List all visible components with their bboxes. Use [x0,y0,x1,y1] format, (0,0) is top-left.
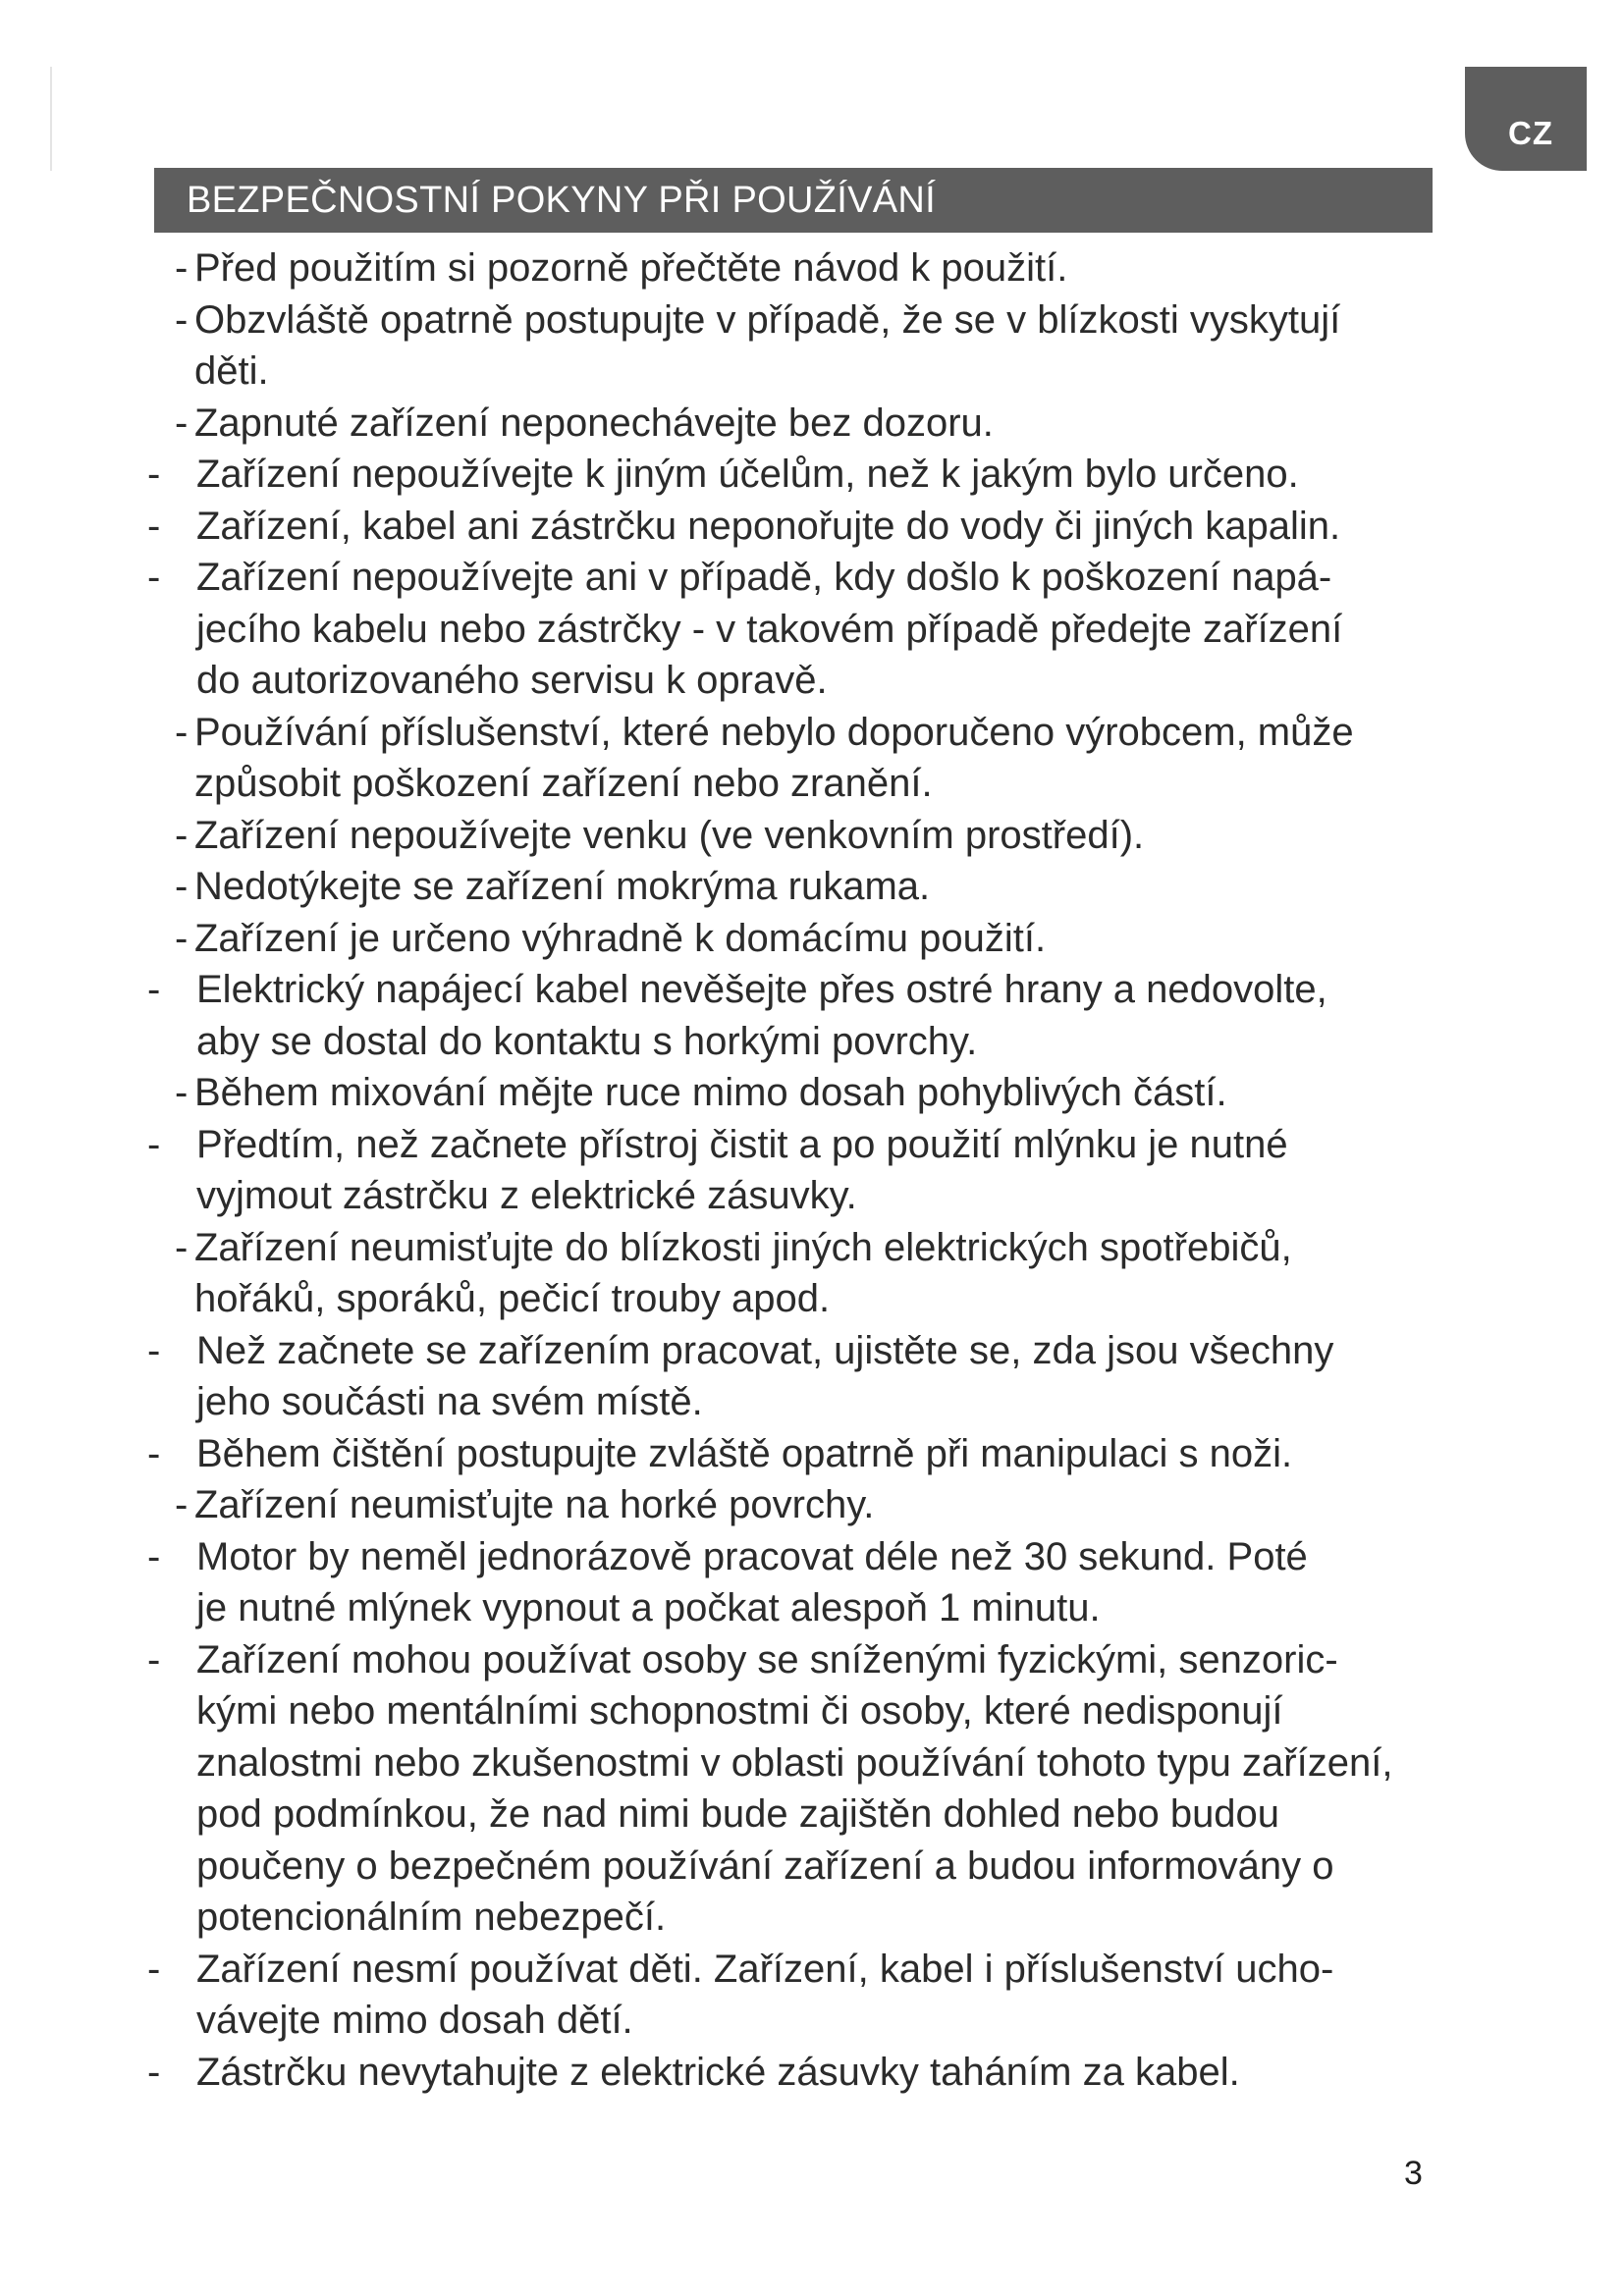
list-item-line: Zařízení mohou používat osoby se sníženými fyzickými, senzoric- [196,1637,1338,1682]
list-item [0,449,1624,501]
bullet-dash: - [147,556,161,599]
bullet-dash: - [175,1483,189,1526]
list-item [0,913,1624,965]
bullet-dash: - [147,1431,161,1475]
language-tab-label: CZ [1508,115,1553,151]
list-item-line: aby se dostal do kontaktu s horkými povrchy. [196,1019,978,1063]
list-item-text [194,1067,1624,1119]
list-item [0,810,1624,862]
list-item-text [194,913,1624,965]
list-item-text [194,861,1624,913]
list-item [0,1634,1624,1944]
list-item [0,1067,1624,1119]
list-item [0,1325,1624,1428]
bullet-dash: - [147,1122,161,1166]
list-item-line: Zařízení, kabel ani zástrčku neponořujte do vody či jiných kapalin. [196,504,1341,548]
list-item-line: kými nebo mentálními schopnostmi či osoby, které nedisponují [196,1689,1283,1733]
list-item-line: znalostmi nebo zkušenostmi v oblasti používání tohoto typu zařízení, [196,1740,1393,1785]
bullet-dash: - [147,1328,161,1372]
bullet-dash: - [147,1637,161,1682]
list-item-text [194,398,1624,450]
bullet-dash: - [147,2050,161,2094]
list-item-line: vávejte mimo dosah dětí. [196,1999,633,2042]
list-item-line: hořáků, sporáků, pečicí trouby apod. [194,1277,831,1320]
list-item-text [194,810,1624,862]
list-item-line: Obzvláště opatrně postupujte v případě, že se v blízkosti vyskytují [194,297,1341,342]
list-item [0,2047,1624,2099]
list-item-text [194,1479,1624,1531]
list-item-line: Během mixování mějte ruce mimo dosah pohyblivých částí. [194,1071,1227,1114]
list-item [0,1479,1624,1531]
list-item-line: Zapnuté zařízení neponechávejte bez dozoru. [194,400,994,445]
list-item-line: pod podmínkou, že nad nimi bude zajištěn dohled nebo budou [196,1792,1280,1836]
list-item-line: Zařízení nesmí používat děti. Zařízení, kabel i příslušenství ucho- [196,1947,1334,1991]
list-item-line: Používání příslušenství, které nebylo doporučeno výrobcem, může [194,710,1354,754]
bullet-dash: - [175,813,189,857]
list-item [0,707,1624,810]
list-item [0,552,1624,707]
list-item-line: Zařízení neumisťujte do blízkosti jiných elektrických spotřebičů, [194,1225,1292,1269]
list-item-line: Zařízení nepoužívejte ani v případě, kdy došlo k poškození napá- [196,556,1332,599]
bullet-dash: - [175,865,189,908]
bullet-dash: - [147,968,161,1011]
margin-line [50,67,52,171]
list-item-line: Zařízení je určeno výhradně k domácímu použití. [194,916,1047,960]
list-item-text [194,1222,1624,1325]
list-item-text [196,1944,1624,2047]
list-item-line: Zařízení neumisťujte na horké povrchy. [194,1483,875,1526]
list-item [0,861,1624,913]
list-item-text [196,449,1624,501]
list-item-text [194,242,1624,294]
list-item-text [194,294,1624,398]
list-item-line: je nutné mlýnek vypnout a počkat alespoň 1 minutu. [196,1586,1101,1629]
list-item-line: Elektrický napájecí kabel nevěšejte přes ostré hrany a nedovolte, [196,968,1327,1011]
list-item-line: jeho součásti na svém místě. [196,1380,703,1423]
list-item-text [194,707,1624,810]
section-header [154,168,1433,233]
list-item-line: Zástrčku nevytahujte z elektrické zásuvky taháním za kabel. [196,2050,1240,2094]
list-item-text [196,1428,1624,1480]
list-item-line: děti. [194,349,269,393]
bullet-dash: - [175,916,189,960]
list-item-line: Během čištění postupujte zvláště opatrně při manipulaci s noži. [196,1431,1293,1475]
list-item [0,1222,1624,1325]
list-item-text [196,1531,1624,1634]
list-item-line: způsobit poškození zařízení nebo zranění. [194,762,933,805]
list-item-text [196,1325,1624,1428]
bullet-dash: - [147,504,161,548]
list-item-line: Zařízení nepoužívejte k jiným účelům, než k jakým bylo určeno. [196,453,1299,496]
list-item-line: Než začnete se zařízením pracovat, ujistěte se, zda jsou všechny [196,1328,1334,1372]
bullet-dash: - [175,246,189,290]
bullet-dash: - [175,1225,189,1269]
list-item-line: Předtím, než začnete přístroj čistit a po použití mlýnku je nutné [196,1122,1288,1166]
bullet-dash: - [175,400,189,445]
list-item [0,1428,1624,1480]
list-item [0,398,1624,450]
list-item-line: potencionálním nebezpečí. [196,1896,667,1939]
bullet-dash: - [147,1947,161,1991]
list-item-text [196,552,1624,707]
list-item-text [196,1634,1624,1944]
list-item-line: Nedotýkejte se zařízení mokrýma rukama. [194,865,931,908]
list-item-line: vyjmout zástrčku z elektrické zásuvky. [196,1174,857,1217]
list-item-text [196,501,1624,553]
safety-instructions-list [0,242,1624,2098]
list-item-line: Zařízení nepoužívejte venku (ve venkovním prostředí). [194,813,1145,857]
bullet-dash: - [175,710,189,754]
list-item-line: jecího kabelu nebo zástrčky - v takovém případě předejte zařízení [196,607,1343,651]
bullet-dash: - [147,453,161,496]
list-item [0,1119,1624,1222]
list-item-line: do autorizovaného servisu k opravě. [196,659,828,702]
list-item-line: Před použitím si pozorně přečtěte návod k použití. [194,246,1068,290]
list-item [0,1531,1624,1634]
list-item-line: poučeny o bezpečném používání zařízení a budou informovány o [196,1843,1334,1888]
list-item [0,242,1624,294]
list-item-text [196,964,1624,1067]
list-item [0,964,1624,1067]
page-number: 3 [1404,2155,1423,2192]
section-title: BEZPEČNOSTNÍ POKYNY PŘI POUŽÍVÁNÍ [187,179,937,221]
bullet-dash: - [175,1071,189,1114]
bullet-dash: - [175,297,189,342]
list-item [0,501,1624,553]
list-item-line: Motor by neměl jednorázově pracovat déle než 30 sekund. Poté [196,1534,1308,1578]
list-item [0,294,1624,398]
list-item-text [196,2047,1624,2099]
bullet-dash: - [147,1534,161,1578]
list-item [0,1944,1624,2047]
language-tab [1465,67,1587,171]
list-item-text [196,1119,1624,1222]
